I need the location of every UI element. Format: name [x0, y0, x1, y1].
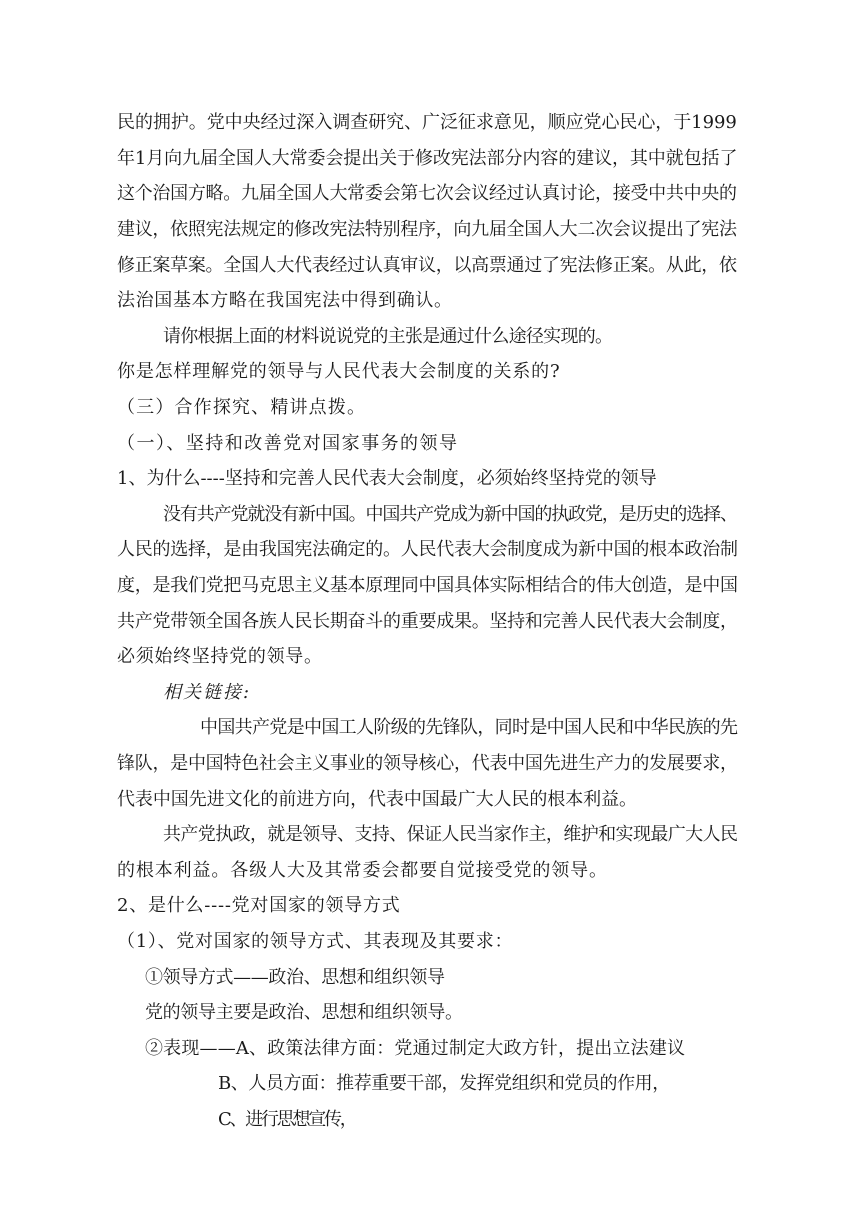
text-line: 法治国基本方略在我国宪法中得到确认。 [117, 290, 453, 311]
subsection-heading: （1）、党对国家的领导方式、其表现及其要求： [117, 931, 514, 952]
subsection-heading: 2、是什么----党对国家的领导方式 [117, 895, 401, 916]
text-line: 民的拥护。党中央经过深入调查研究、广泛征求意见，顺应党心民心，于1999 [117, 112, 737, 133]
text-line: 度，是我们党把马克思主义基本原理同中国具体实际相结合的伟大创造，是中国 [117, 575, 738, 596]
question-line: 请你根据上面的材料说说党的主张是通过什么途径实现的。 [163, 326, 613, 347]
text-line: 人民的选择，是由我国宪法确定的。人民代表大会制度成为新中国的根本政治制 [117, 539, 738, 560]
text-line: 修正案草案。全国人大代表经过认真审议，以高票通过了宪法修正案。从此，依 [117, 255, 737, 276]
section-heading: （一）、坚持和改善党对国家事务的领导 [117, 433, 459, 454]
list-item: B、人员方面：推荐重要干部，发挥党组织和党员的作用， [218, 1073, 670, 1094]
list-item: C、进行思想宣传， [218, 1109, 356, 1130]
text-line: 的根本利益。各级人大及其常委会都要自觉接受党的领导。 [117, 860, 608, 881]
text-line: 年1月向九届全国人大常委会提出关于修改宪法部分内容的建议，其中就包括了 [117, 148, 738, 169]
text-line: 代表中国先进文化的前进方向，代表中国最广大人民的根本利益。 [117, 789, 637, 810]
text-line: 建议，依照宪法规定的修改宪法特别程序，向九届全国人大二次会议提出了宪法 [117, 219, 737, 240]
text-line: 锋队，是中国特色社会主义事业的领导核心，代表中国先进生产力的发展要求， [117, 753, 738, 774]
text-line: 中国共产党是中国工人阶级的先锋队，同时是中国人民和中华民族的先 [200, 717, 738, 738]
text-line: 必须始终坚持党的领导。 [117, 646, 323, 667]
list-item: ①领导方式——政治、思想和组织领导 [145, 967, 445, 988]
subsection-heading: 1、为什么----坚持和完善人民代表大会制度，必须始终坚持党的领导 [117, 468, 657, 489]
text-line: 党的领导主要是政治、思想和组织领导。 [145, 1002, 463, 1023]
section-heading: （三）合作探究、精讲点拨。 [117, 397, 367, 418]
related-link-label: 相关链接: [163, 682, 252, 703]
text-line: 这个治国方略。九届全国人大常委会第七次会议经过认真讨论，接受中共中央的 [117, 183, 737, 204]
text-line: 共产党执政，就是领导、支持、保证人民当家作主，维护和实现最广大人民 [163, 824, 738, 845]
text-line: 共产党带领全国各族人民长期奋斗的重要成果。坚持和完善人民代表大会制度， [117, 611, 738, 632]
question-line: 你是怎样理解党的领导与人民代表大会制度的关系的? [117, 361, 561, 382]
list-item: ②表现——A、政策法律方面：党通过制定大政方针，提出立法建议 [145, 1038, 686, 1059]
text-line: 没有共产党就没有新中国。中国共产党成为新中国的执政党，是历史的选择、 [163, 504, 737, 525]
